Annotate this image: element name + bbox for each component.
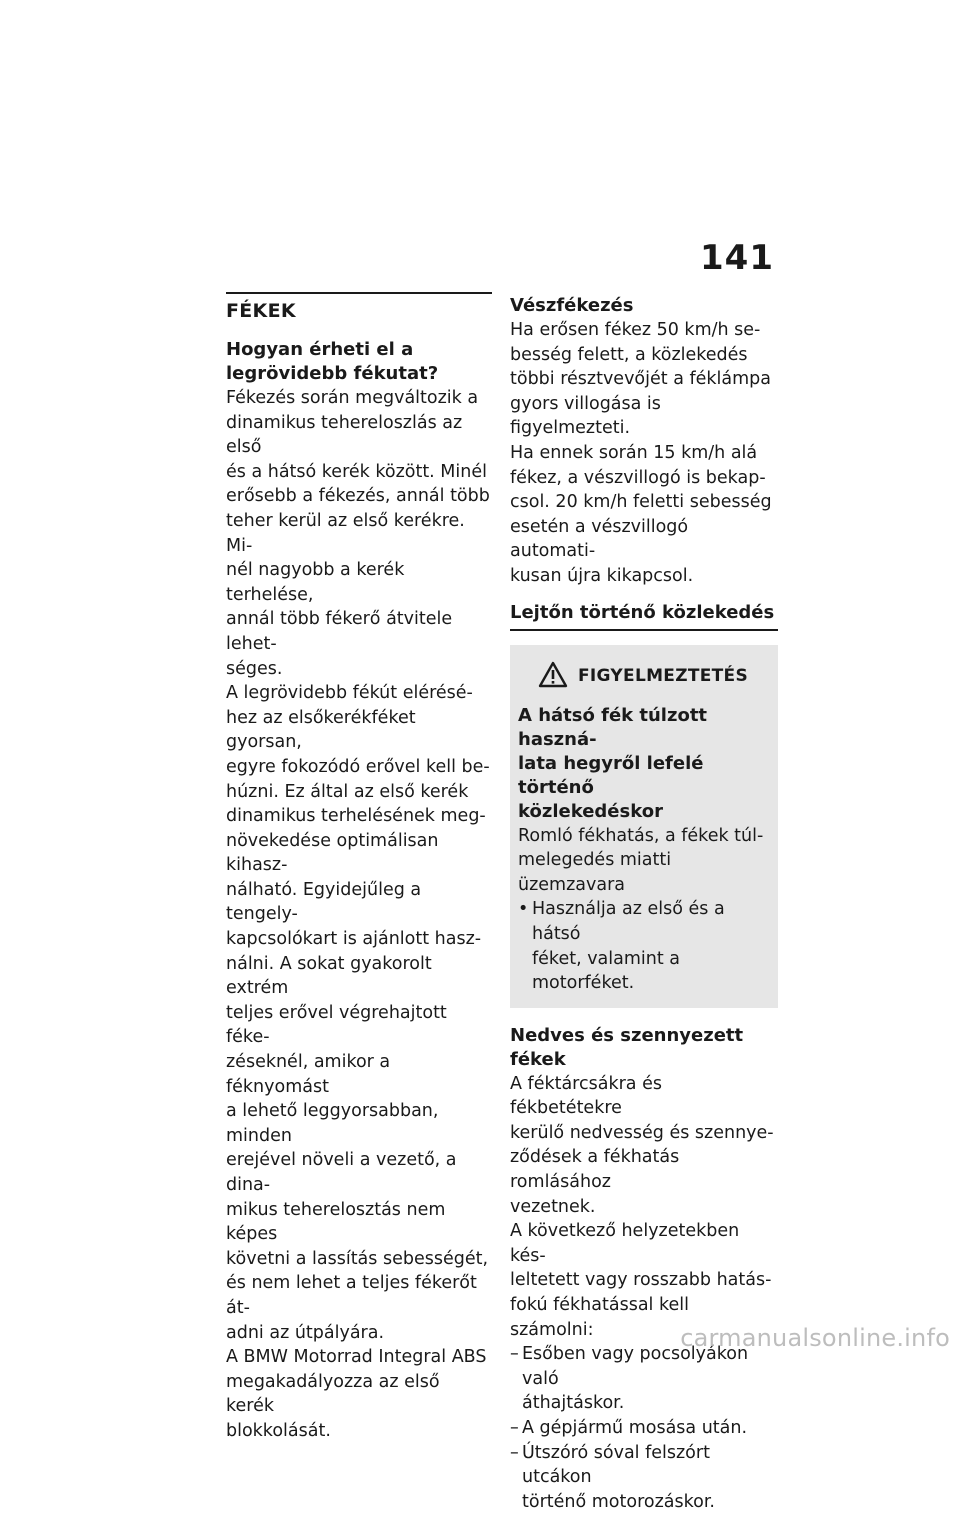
warning-body [518, 704, 770, 996]
braking-paragraph-1: Fékezés során megváltozik a dinamikus tehereloszlás az első és a hátsó kerék között. Minél erősebb a fékezés, annál több teher kerül az első kerékre. Mi- nél nagyobb a kerék terhelése, annál több fékerő átvitele lehet- séges. [226, 388, 490, 679]
warning-text: Romló fékhatás, a fékek túl- melegedés miatti üzemzavara [518, 825, 764, 895]
warning-bullet-item: • Használja az első és a hátsó féket, valamint a motorféket. [518, 897, 770, 995]
warning-title: FIGYELMEZTETÉS [578, 666, 748, 687]
left-column [226, 292, 492, 1444]
wet-brakes-heading: Nedves és szennyezett fékek [510, 1024, 744, 1070]
wet-paragraph-2: A következő helyzetekben kés- leltetett vagy rosszabb hatás- fokú fékhatással kell számolni: [510, 1221, 772, 1340]
emergency-paragraph-2: Ha ennek során 15 km/h alá fékez, a vészvillogó is bekap- csol. 20 km/h feletti sebesség esetén a vészvillogó automati- kusan újra kikapcsol. [510, 442, 772, 586]
downhill-heading: Lejtőn történő közlekedés [510, 601, 778, 631]
page-number: 141 [700, 238, 774, 278]
list-item: – Útszóró sóval felszórt utcákon történő motorozáskor. [510, 1442, 715, 1512]
braking-paragraph-3: A BMW Motorrad Integral ABS megakadályozza az első kerék blokkolását. [226, 1347, 487, 1441]
warning-header [538, 661, 770, 692]
section-title: FÉKEK [226, 300, 296, 322]
emergency-braking-heading: Vészfékezés [510, 295, 634, 316]
warning-heading: A hátsó fék túlzott haszná- lata hegyről lefelé történő közlekedéskor [518, 704, 708, 822]
watermark: carmanualsonline.info [680, 1324, 950, 1352]
emergency-paragraph-1: Ha erősen fékez 50 km/h se- besség felett, a közlekedés többi résztvevőjét a féklámpa gyors villogása is figyelmezteti. [510, 320, 772, 439]
warning-triangle-icon [538, 661, 568, 692]
section-rule [226, 292, 492, 294]
warning-box [510, 645, 778, 1008]
wet-conditions-list [510, 1342, 778, 1514]
list-item: – A gépjármű mosása után. [510, 1418, 748, 1438]
wet-paragraph-1: A féktárcsákra és fékbetétekre kerülő nedvesség és szennye- ződések a fékhatás romlásához vezetnek. [510, 1073, 774, 1217]
list-item: – Esőben vagy pocsolyákon való áthajtáskor. [510, 1344, 749, 1414]
bullet-marker: • [518, 899, 529, 920]
shortest-braking-heading: Hogyan érheti el a legrövidebb fékutat? [226, 339, 439, 384]
braking-paragraph-2: A legrövidebb fékút elérésé- hez az elsőkerékféket gyorsan, egyre fokozódó erővel kell be- húzni. Ez által az első kerék dinamikus terhelésének meg- növekedése optimálisan kihasz- nálható. Egyidejűleg a tengely- kapcsolókart is ajánlott hasz- nálni. A sokat gyakorolt extrém teljes erővel végrehajtott féke- zéseknél, amikor a féknyomást a lehető leggyorsabban, minden erejével növeli a vezető, a dina- mikus teherelosztás nem képes követni a lassítás sebességét, és nem lehet a teljes fékerőt át- adni az útpályára. [226, 683, 490, 1343]
